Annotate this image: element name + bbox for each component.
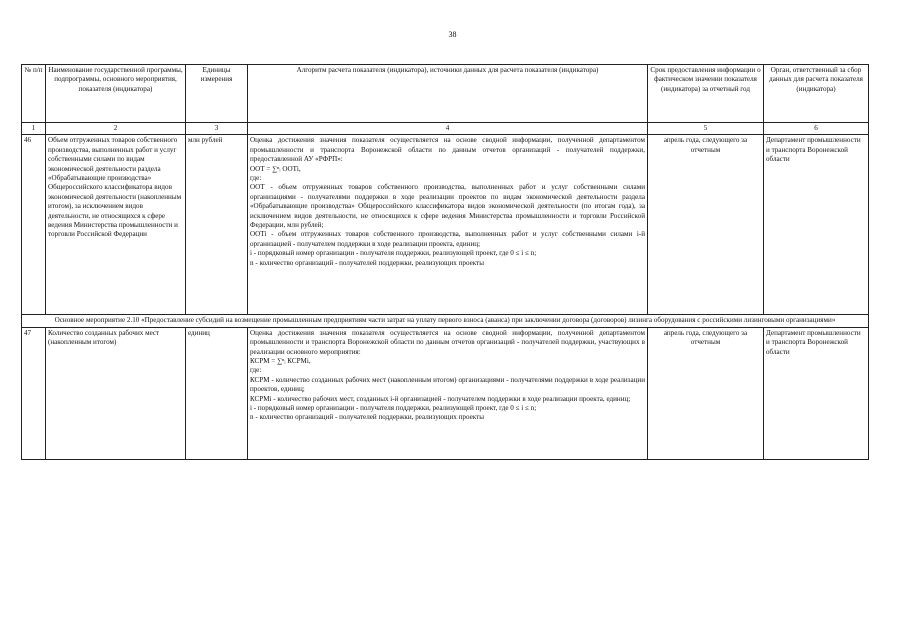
column-number-row <box>22 123 869 135</box>
algorithm-paragraph: ООТi - объем отгруженных товаров собственного производства, выполненных работ и услуг собственными силами i-й организацией - получателем поддержки в ходе реализации проекта, единиц; <box>250 230 645 248</box>
indicator-name: Объем отгруженных товаров собственного производства, выполненных работ и услуг собственными силами по видам экономической деятельности раздела «Обрабатывающие производства» Общероссийского классификатора видов экономической деятельности (накопленным итогом), за исключением видов деятельности, не относящихся к сфере ведения Министерства промышленности и торговли Российской Федерации <box>46 135 186 315</box>
header-deadline: Срок предоставления информации о фактическом значении показателя (индикатора) за отчетный год <box>648 65 764 123</box>
page-number: 38 <box>448 30 457 39</box>
indicator-name: Количество созданных рабочих мест (накопленным итогом) <box>46 327 186 459</box>
indicator-table <box>21 64 869 460</box>
algorithm-paragraph: КСРМ - количество созданных рабочих мест (накопленным итогом) организациями - получателями поддержки в ходе реализации проектов, единиц; <box>250 375 645 394</box>
indicator-deadline: апрель года, следующего за отчетным <box>648 327 764 459</box>
algorithm-paragraph: ООТ - объем отгруженных товаров собственного производства, выполненных работ и услуг собственными силами организациями - получателями поддержки в ходе реализации проектов по видам экономической деятельности раздела «Обрабатывающие производства» Общероссийского классификатора видов экономической деятельности (по итогам года), за исключением видов деятельности, не относящихся к сфере ведения Министерства промышленности и торговли Российской Федерации, млн рублей; <box>250 183 645 230</box>
indicator-deadline: апрель года, следующего за отчетным <box>648 135 764 315</box>
indicator-unit: единиц <box>186 327 248 459</box>
row-number: 47 <box>22 327 46 459</box>
column-number: 1 <box>22 123 46 135</box>
header-responsible: Орган, ответственный за сбор данных для расчета показателя (индикатора) <box>764 65 869 123</box>
indicator-algorithm <box>248 135 648 315</box>
algorithm-paragraph: Оценка достижения значения показателя осуществляется на основе сводной информации, полученной департаментом промышленности и транспорта Воронежской области по данным отчетов организаций - получателей поддержки, участвующих в реализации основного мероприятия: <box>250 328 645 356</box>
algorithm-formula: КСРМ = ∑ⁿᵢ КСРМi, <box>250 357 311 366</box>
algorithm-formula: ООТ = ∑ⁿᵢ ООТi, <box>250 164 301 173</box>
header-unit: Единицы измерения <box>186 65 248 123</box>
header-algorithm: Алгоритм расчета показателя (индикатора), источники данных для расчета показателя (индикатора) <box>248 65 648 123</box>
algorithm-paragraph: i - порядковый номер организации - получателя поддержки, реализующей проект, где 0 ≤ i ≤ n; <box>250 249 537 258</box>
indicator-responsible: Департамент промышленности и транспорта Воронежской области <box>764 135 869 315</box>
table-row <box>22 135 869 315</box>
algorithm-paragraph: КСРМi - количество рабочих мест, созданных i-й организацией - получателем поддержки в ходе реализации проекта, единиц; <box>250 394 631 403</box>
column-number: 4 <box>248 123 648 135</box>
table-header-row <box>22 65 869 123</box>
table-row <box>22 327 869 459</box>
indicator-responsible: Департамент промышленности и транспорта Воронежской области <box>764 327 869 459</box>
algorithm-paragraph: где: <box>250 174 262 183</box>
algorithm-paragraph: n - количество организаций - получателей поддержки, реализующих проекты <box>250 413 484 422</box>
indicator-algorithm <box>248 327 648 459</box>
section-row <box>22 315 869 327</box>
algorithm-paragraph: Оценка достижения значения показателя осуществляется на основе сводной информации, полученной департаментом промышленности и транспорта Воронежской области по данным отчетов организаций - получателей поддержки, предоставленной АУ «РФРП»: <box>250 136 645 164</box>
column-number: 3 <box>186 123 248 135</box>
algorithm-paragraph: n - количество организаций - получателей поддержки, реализующих проекты <box>250 258 484 267</box>
column-number: 5 <box>648 123 764 135</box>
header-name: Наименование государственной программы, подпрограммы, основного мероприятия, показателя (индикатора) <box>46 65 186 123</box>
column-number: 2 <box>46 123 186 135</box>
algorithm-paragraph: где: <box>250 366 262 375</box>
algorithm-paragraph: i - порядковый номер организации - получателя поддержки, реализующей проект, где 0 ≤ i ≤ n; <box>250 404 537 413</box>
indicator-unit: млн рублей <box>186 135 248 315</box>
row-number: 46 <box>22 135 46 315</box>
section-title: Основное мероприятие 2.10 «Предоставление субсидий на возмещение промышленным предприятиям части затрат на уплату первого взноса (аванса) при заключении договора (договоров) лизинга оборудования с российскими лизинговыми организациями» <box>22 315 869 327</box>
header-number: № п/п <box>22 65 46 123</box>
column-number: 6 <box>764 123 869 135</box>
